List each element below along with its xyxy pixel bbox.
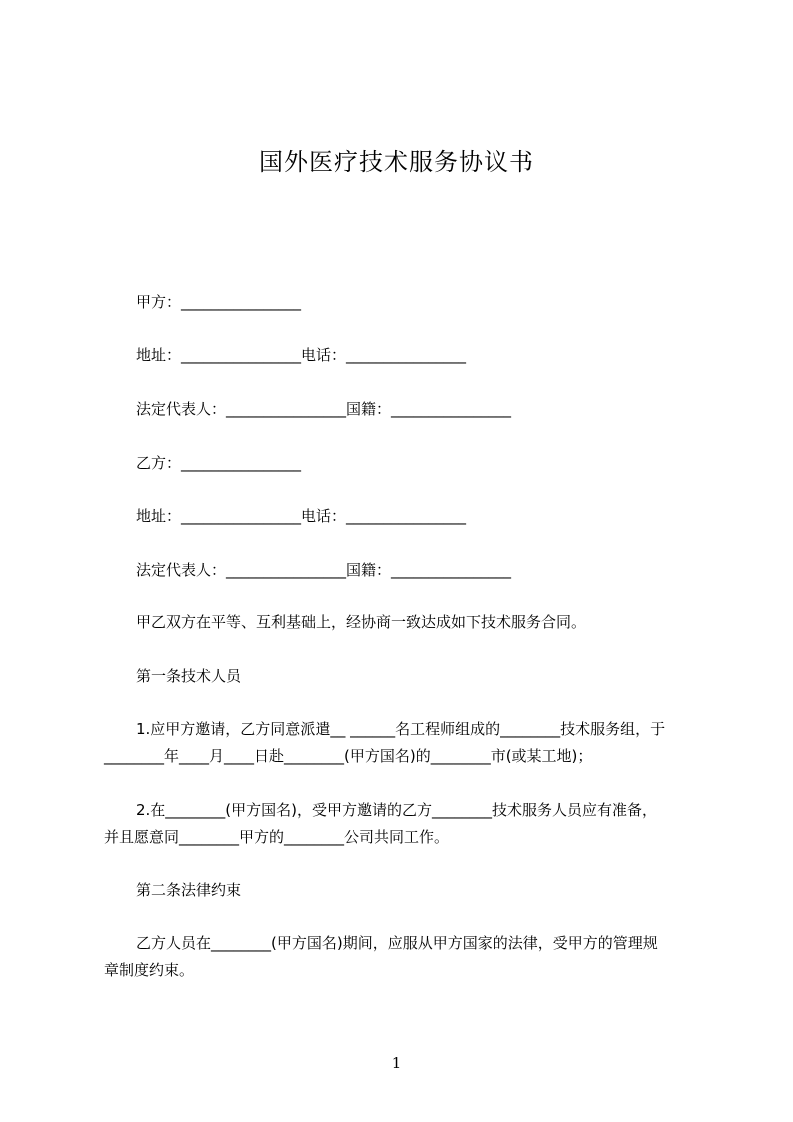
party-a-address-phone-line: 地址：________________电话：________________ xyxy=(136,346,467,364)
article-1-clause-2-line-1: 2.在________(甲方国名)，受甲方邀请的乙方________技术服务人员应有准备， xyxy=(136,801,658,819)
article-1-clause-2-line-2: 并且愿意同________甲方的________公司共同工作。 xyxy=(104,828,450,846)
preamble-paragraph: 甲乙双方在平等、互利基础上，经协商一致达成如下技术服务合同。 xyxy=(136,613,587,631)
article-1-clause-1-line-2: ________年____月____日赴________(甲方国名)的________市(或某工地)； xyxy=(104,747,593,765)
party-a-representative-line: 法定代表人：________________国籍：________________ xyxy=(136,400,512,418)
party-b-name-line: 乙方：________________ xyxy=(136,454,302,472)
article-2-body-line-1: 乙方人员在________(甲方国名)期间，应服从甲方国家的法律，受甲方的管理规 xyxy=(136,934,658,952)
party-b-address-phone-line: 地址：________________电话：________________ xyxy=(136,507,467,525)
party-b-representative-line: 法定代表人：________________国籍：________________ xyxy=(136,561,512,579)
article-2-heading: 第二条法律约束 xyxy=(136,881,242,899)
document-title: 国外医疗技术服务协议书 xyxy=(259,148,534,176)
article-1-clause-1-line-1: 1.应甲方邀请，乙方同意派遣__ ______名工程师组成的________技术服务组，于 xyxy=(136,720,666,738)
party-a-name-line: 甲方：________________ xyxy=(136,293,302,311)
page-number: 1 xyxy=(391,1054,402,1072)
article-2-body-line-2: 章制度约束。 xyxy=(104,961,195,979)
article-1-heading: 第一条技术人员 xyxy=(136,667,242,685)
